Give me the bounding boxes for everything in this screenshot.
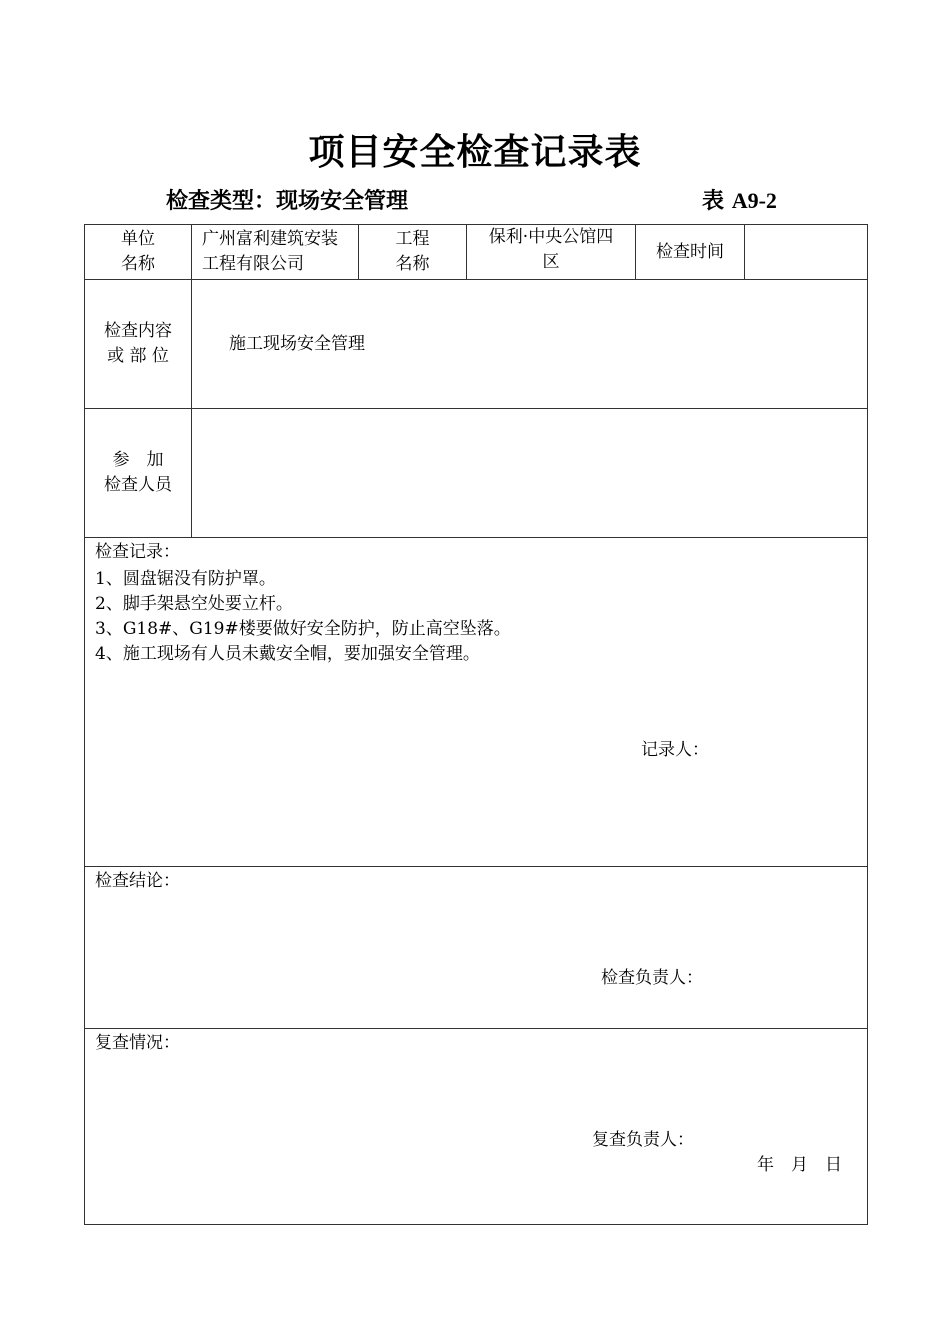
participants-label-line1: 参 加 [112,450,164,470]
recorder-label: 记录人： [641,740,709,760]
participants-label-cell [85,409,192,538]
project-value-cell[interactable] [467,225,636,280]
project-label-cell [359,225,467,280]
conclusion-signer-label: 检查负责人： [601,968,703,988]
content-value-cell[interactable] [192,280,868,409]
project-label-line1: 工程 [395,229,430,249]
form-prefix: 表 [702,188,725,214]
recheck-row [85,1029,868,1225]
record-item: 4、施工现场有人员未戴安全帽，要加强安全管理。 [95,644,480,664]
unit-label-cell [85,225,192,280]
content-row [85,280,868,409]
record-heading: 检查记录： [95,542,180,562]
participants-row [85,409,868,538]
inspection-form [84,224,868,1225]
time-label-cell [636,225,745,280]
conclusion-row [85,867,868,1029]
record-row [85,538,868,867]
record-item: 1、圆盘锯没有防护罩。 [95,569,276,589]
content-label-line1: 检查内容 [104,321,172,341]
recheck-signer-label: 复查负责人： [592,1130,694,1150]
content-value: 施工现场安全管理 [229,333,365,354]
recheck-date-label: 年 月 日 [757,1155,842,1175]
header-row [85,225,868,280]
time-label: 检查时间 [656,241,724,262]
recheck-cell[interactable] [85,1029,868,1225]
content-label-cell [85,280,192,409]
recheck-heading: 复查情况： [95,1033,180,1053]
conclusion-heading: 检查结论： [95,871,180,891]
page-title: 项目安全检查记录表 [308,131,642,173]
record-cell[interactable] [85,538,868,867]
unit-label-line2: 名称 [121,254,155,274]
participants-label-line2: 检查人员 [104,475,172,495]
time-value-cell[interactable] [745,225,868,280]
project-label-line2: 名称 [395,254,430,274]
participants-value-cell[interactable] [192,409,868,538]
unit-value-cell[interactable] [192,225,359,280]
form-number [702,184,777,215]
project-value-line2: 区 [542,252,560,272]
unit-value: 广州富利建筑安装工程有限公司 [202,229,338,274]
unit-label-line1: 单位 [121,229,155,249]
project-value-line1: 保利·中央公馆四 [488,227,614,247]
record-item: 3、G18#、G19#楼要做好安全防护，防止高空坠落。 [95,619,511,639]
conclusion-cell[interactable] [85,867,868,1029]
content-label-line2: 或 部 位 [107,346,169,366]
form-code: A9-2 [731,188,777,213]
inspection-type: 检查类型：现场安全管理 [166,188,409,214]
record-item: 2、脚手架悬空处要立杆。 [95,594,293,614]
